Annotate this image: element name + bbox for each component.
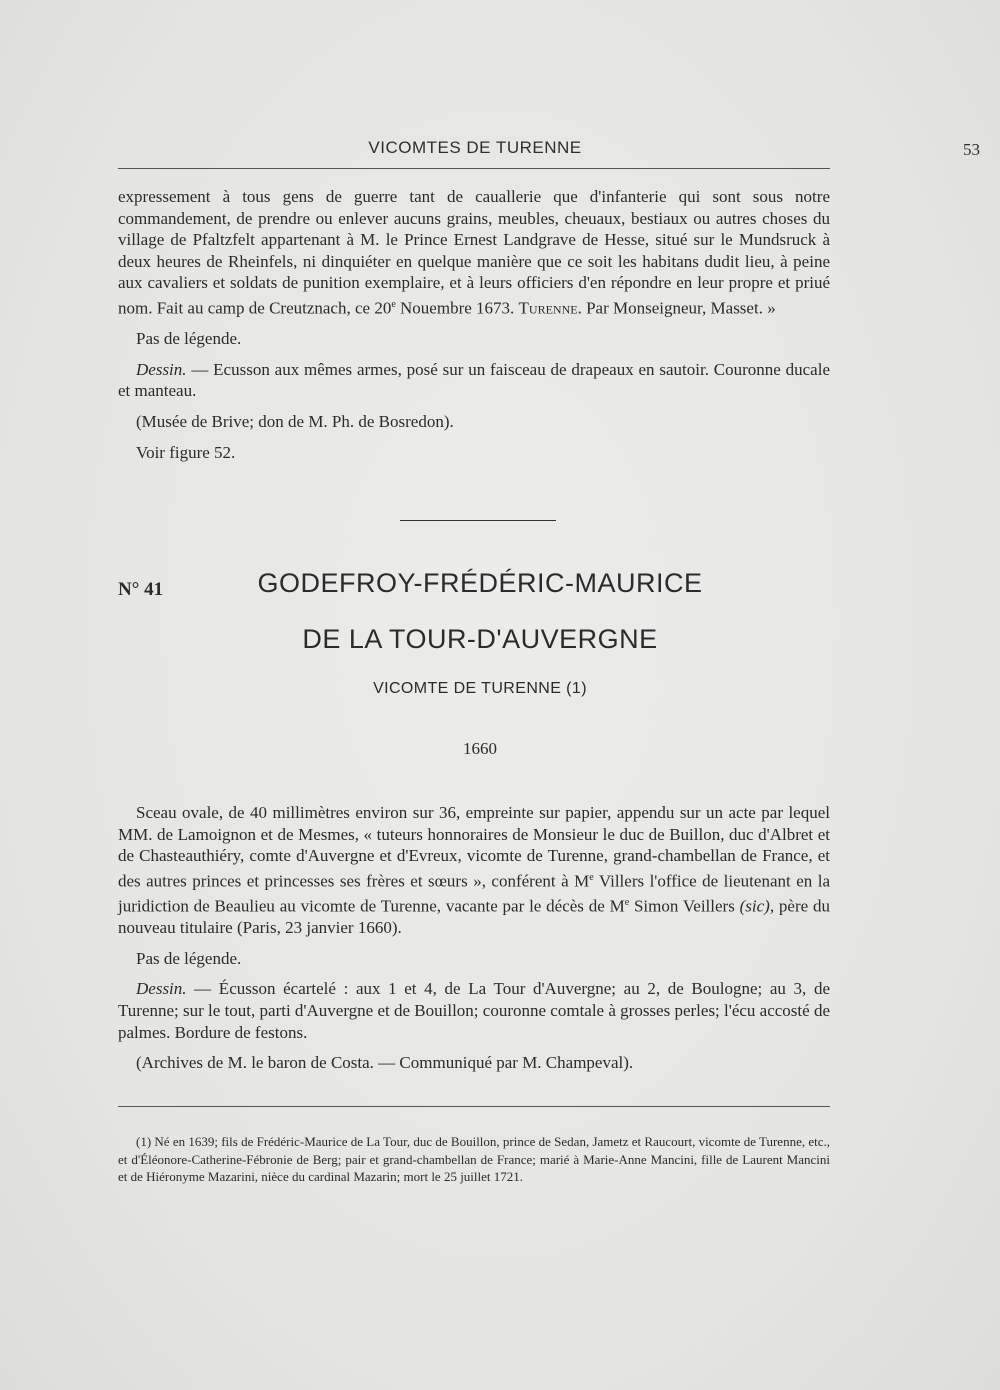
entry-41-body [118, 802, 830, 1074]
section-separator [400, 520, 556, 521]
footnote [118, 1133, 830, 1186]
source-note: (Musée de Brive; don de M. Ph. de Bosredon). [136, 412, 454, 431]
footnote-rule [118, 1106, 830, 1107]
charter-text-paragraph: expressement à tous gens de guerre tant de cauallerie que d'infanterie qui sont sous notre commandement, de prendre ou enlever aucuns grains, meubles, cheuaux, bestiaux ou autres choses du village de Pfaltzfelt appartenant à M. le Prince Ernest Landgrave de Hesse, situé sur le Mundsruck à deux heures de Rheinfels, ni dinquiéter en quelque manière que ce soit les habitans dudit lieu, à peine aux cavaliers et soldats de punition exemplaire, et à leurs officiers d'en répondre en leur propre et priué nom. Fait au camp de Creutznach, ce 20e Nouembre 1673. Turenne. Par Monseigneur, Masset. » [118, 187, 830, 318]
dessin-paragraph: Dessin. — Ecusson aux mêmes armes, posé sur un faisceau de drapeaux en sautoir. Couronne ducale et manteau. [118, 359, 830, 401]
running-title: VICOMTES DE TURENNE [368, 138, 582, 157]
header-rule [118, 168, 830, 169]
entry-title-line-2: DE LA TOUR-D'AUVERGNE [302, 624, 658, 654]
seal-description: Sceau ovale, de 40 millimètres environ sur 36, empreinte sur papier, appendu sur un acte par lequel MM. de Lamoignon et de Mesmes, « tuteurs honnoraires de Monsieur le duc de Buillon, duc d'Albret et de Chasteauthiéry, comte d'Auvergne et d'Evreux, vicomte de Turenne, grand-chambellan de France, et des autres princes et princesses ses frères et sœurs », conférent à Me Villers l'office de lieutenant en la juridiction de Beaulieu au vicomte de Turenne, vacante par le décès de Me Simon Veillers (sic), père du nouveau titulaire (Paris, 23 janvier 1660). [118, 803, 830, 938]
entry-40-continuation [118, 186, 830, 463]
dessin-label: Dessin. [136, 359, 187, 379]
entry-year: 1660 [463, 739, 497, 758]
source-note: (Archives de M. le baron de Costa. — Communiqué par M. Champeval). [136, 1053, 634, 1073]
entry-subtitle: VICOMTE DE TURENNE (1) [373, 680, 587, 697]
legend-note: Pas de légende. [136, 329, 242, 349]
dessin-label: Dessin. [136, 979, 187, 999]
running-head [118, 138, 980, 166]
entry-number: N° 41 [118, 579, 164, 600]
footnote-text: (1) Né en 1639; fils de Frédéric-Maurice de La Tour, duc de Bouillon, prince de Sedan, Jametz et Raucourt, vicomte de Turenne, etc., et d'Éléonore-Catherine-Fébronie de Berg; pair et grand-chambellan de France; marié à Marie-Anne Mancini, fille de Laurent Mancini et de Hiéronyme Mazarini, nièce du cardinal Mazarin; mort le 25 juillet 1721. [118, 1134, 830, 1185]
signer-name: Turenne [518, 298, 578, 318]
legend-note: Pas de légende. [136, 948, 242, 968]
figure-reference: Voir figure 52. [136, 442, 236, 462]
page-number: 53 [963, 140, 980, 159]
entry-title-line-1: GODEFROY-FRÉDÉRIC-MAURICE [257, 568, 703, 598]
dessin-paragraph: Dessin. — Écusson écartelé : aux 1 et 4, de La Tour d'Auvergne; au 2, de Boulogne; au 3, de Turenne; sur le tout, parti d'Auvergne et de Bouillon; couronne comtale à grosses perles; l'écu accosté de palmes. Bordure de festons. [118, 979, 830, 1042]
